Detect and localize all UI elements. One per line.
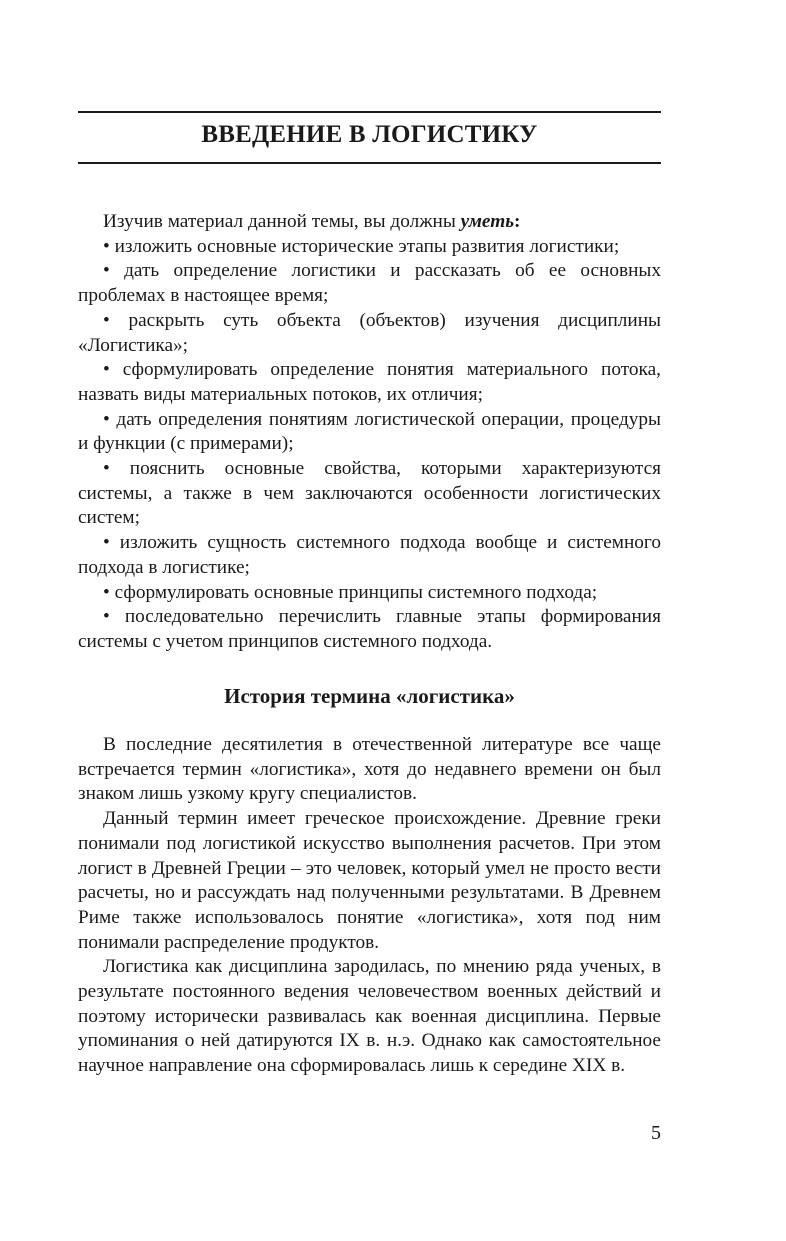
header-rule-top [78,111,661,113]
objectives-block [78,210,661,655]
objectives-lead-emphasis: уметь [460,211,515,232]
header-rule-bottom [78,162,661,164]
objective-item: • дать определение логистики и рассказать об ее основных проблемах в настоящее время; [78,260,661,307]
section-paragraph: Данный термин имеет греческое происхождение. Древние греки понимали под логистикой искусство выполнения расчетов. При этом логист в Древней Греции – это человек, который умел не просто вести расчеты, но и рассуждать над полученными результатами. В Древнем Риме также использовалось понятие «логистика», хотя под ним понимали распределение продуктов. [78,808,661,953]
objective-item: • дать определения понятиям логистической операции, процедуры и функции (с примерами); [78,408,661,455]
page-number: 5 [651,1122,661,1144]
objective-item: • сформулировать определение понятия материального потока, назвать виды материальных потоков, их отличия; [78,359,661,405]
section-heading: История термина «логистика» [224,684,515,708]
objective-item: • сформулировать основные принципы системного подхода; [103,581,598,603]
objective-item: • раскрыть суть объекта (объектов) изучения дисциплины «Логистика»; [78,309,661,356]
section-paragraph: Логистика как дисциплина зародилась, по мнению ряда ученых, в результате постоянного ведения человечеством военных действий и поэтому исторически развивалась как военная дисциплина. Первые упоминания о ней датируются IX в. н.э. Однако как самостоятельное научное направление она сформировалась лишь к середине XIX в. [78,956,661,1077]
objectives-lead-text: Изучив материал данной темы, вы должны [103,211,461,232]
objective-item: • изложить основные исторические этапы развития логистики; [103,235,620,257]
objective-item: • изложить сущность системного подхода вообще и системного подхода в логистике; [78,532,661,578]
objectives-lead-colon: : [514,211,521,232]
objective-item: • последовательно перечислить главные этапы формирования системы с учетом принципов системного подхода. [78,606,661,652]
objective-item: • пояснить основные свойства, которыми характеризуются системы, а также в чем заключаются особенности логистических систем; [78,458,661,529]
chapter-title: ВВЕДЕНИЕ В ЛОГИСТИКУ [201,121,538,148]
objectives-lead [78,210,661,235]
section-body [78,733,661,1079]
section-paragraph: В последние десятилетия в отечественной литературе все чаще встречается термин «логистика», хотя до недавнего времени он был знаком лишь узкому кругу специалистов. [78,734,661,805]
